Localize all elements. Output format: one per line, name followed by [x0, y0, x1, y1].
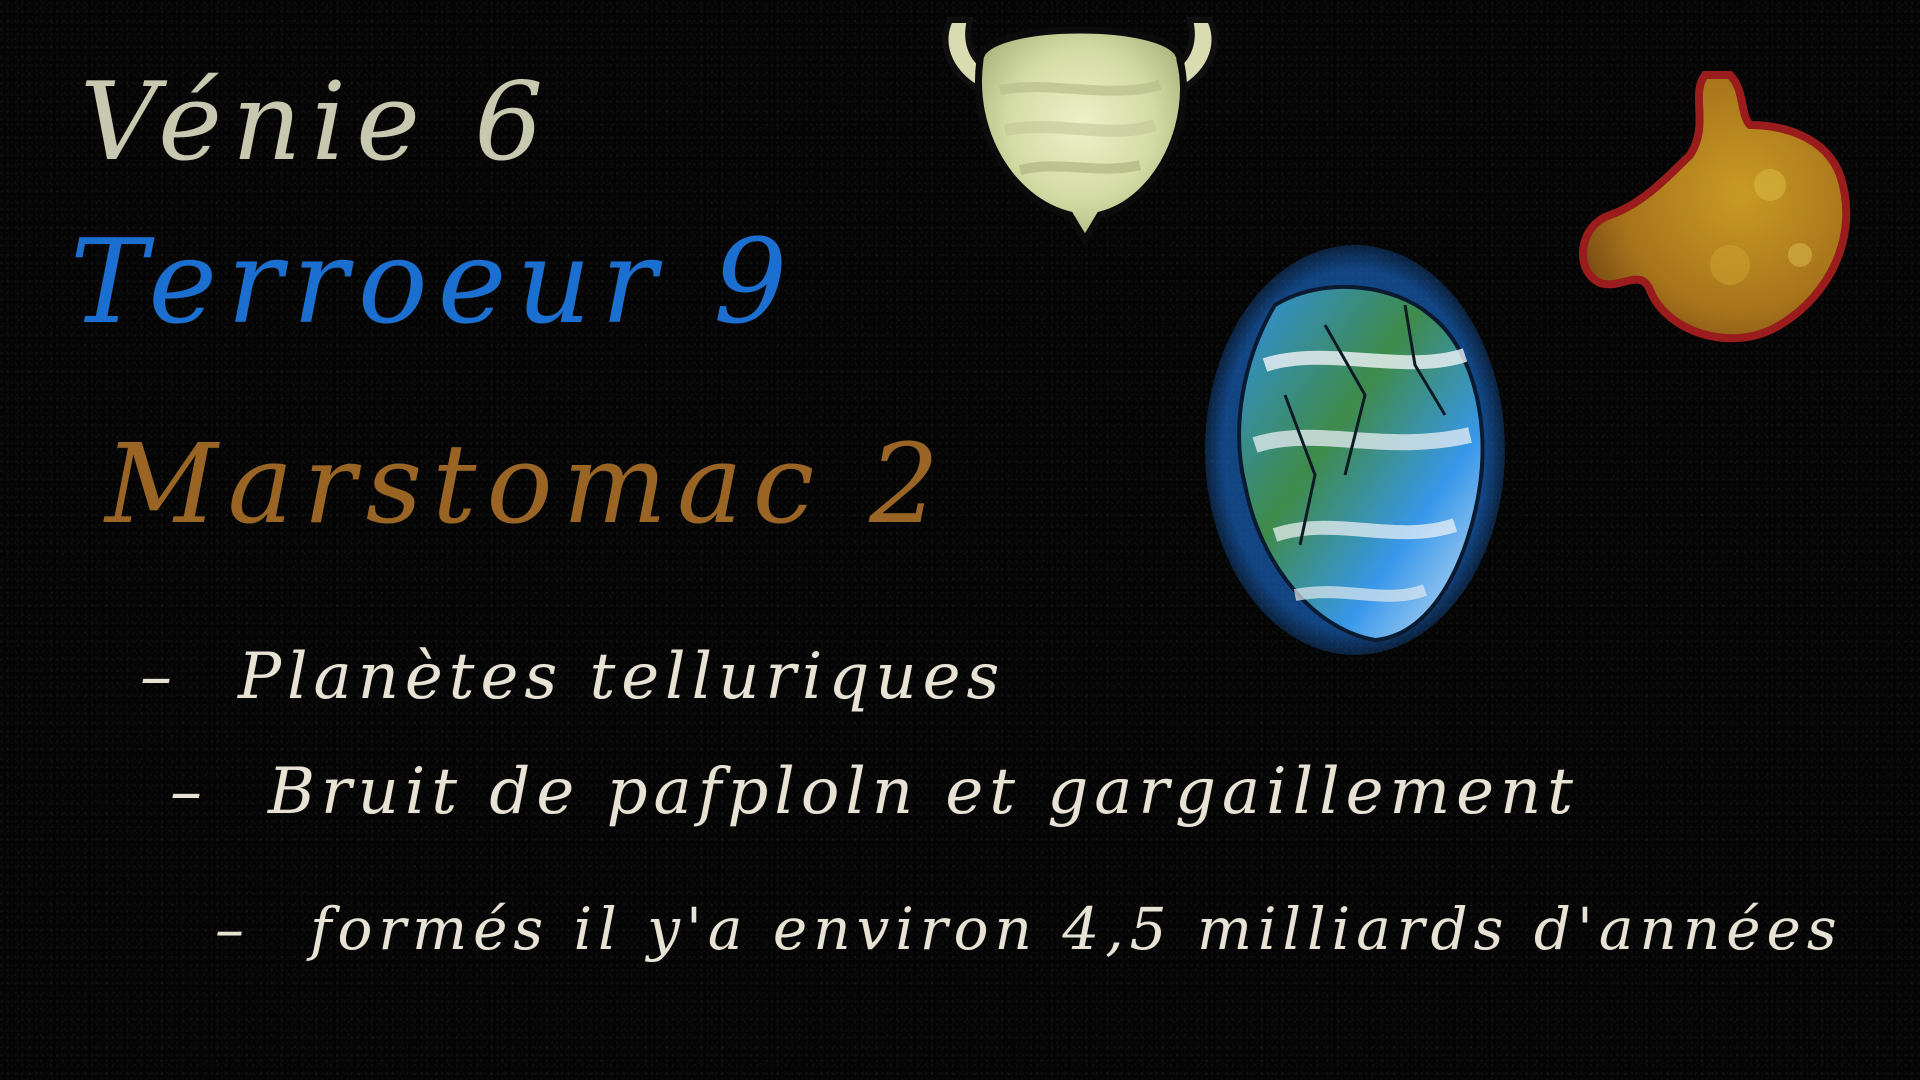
bullet-bruit [170, 755, 1579, 829]
bullet-telluriques [140, 640, 1005, 714]
bullet-formes [215, 895, 1843, 963]
title-marstomac: Marstomac 2 [105, 420, 950, 548]
bullet-text: Bruit de pafploln et gargaillement [268, 755, 1579, 829]
stomach-mars-icon [1570, 65, 1870, 375]
bullet-dash: – [170, 755, 208, 829]
title-terroeur: Terroeur 9 [70, 215, 798, 350]
title-venie: Vénie 6 [80, 60, 554, 185]
bladder-planet-icon [910, 0, 1250, 260]
bullet-dash: – [215, 895, 250, 963]
bullet-text: Planètes telluriques [238, 640, 1006, 714]
heart-earth-icon [1205, 245, 1505, 655]
bullet-dash: – [140, 640, 178, 714]
bullet-text: formés il y'a environ 4,5 milliards d'années [310, 895, 1843, 963]
